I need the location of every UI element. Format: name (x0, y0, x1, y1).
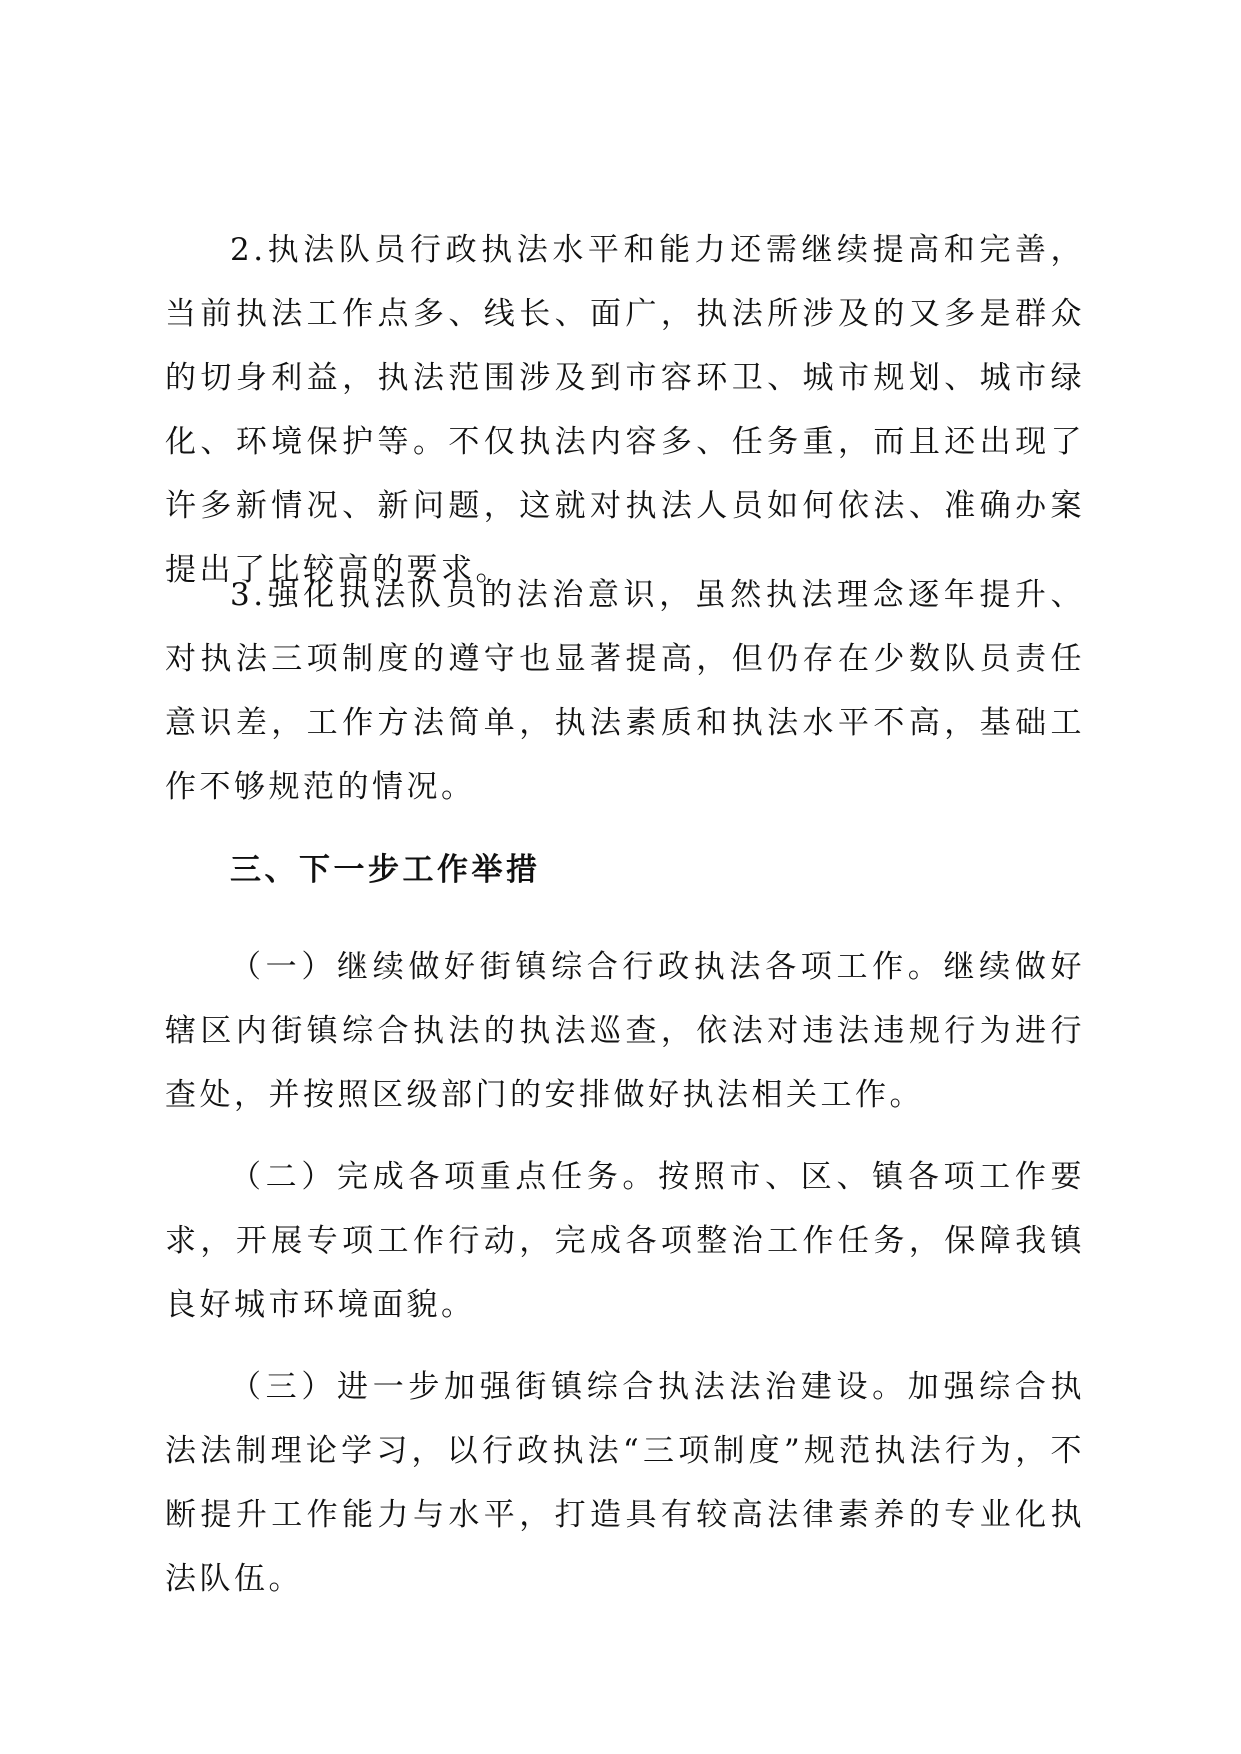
paragraph-key-tasks: （二）完成各项重点任务。按照市、区、镇各项工作要求，开展专项工作行动，完成各项整治工作任务，保障我镇良好城市环境面貌。 (165, 1159, 1085, 1323)
paragraph-legal-construction: （三）进一步加强街镇综合执法法治建设。加强综合执法法制理论学习，以行政执法“三项制度”规范执法行为，不断提升工作能力与水平，打造具有较高法律素养的专业化执法队伍。 (165, 1369, 1085, 1597)
paragraph-rule-of-law-awareness: 3.强化执法队员的法治意识，虽然执法理念逐年提升、对执法三项制度的遵守也显著提高，但仍存在少数队员责任意识差，工作方法简单，执法素质和执法水平不高，基础工作不够规范的情况。 (165, 577, 1085, 805)
paragraph-continue-enforcement-work: （一）继续做好街镇综合行政执法各项工作。继续做好辖区内街镇综合执法的执法巡查，依法对违法违规行为进行查处，并按照区级部门的安排做好执法相关工作。 (165, 949, 1085, 1113)
paragraph-enforcement-capability: 2.执法队员行政执法水平和能力还需继续提高和完善，当前执法工作点多、线长、面广，执法所涉及的又多是群众的切身利益，执法范围涉及到市容环卫、城市规划、城市绿化、环境保护等。不仅执法内容多、任务重，而且还出现了许多新情况、新问题，这就对执法人员如何依法、准确办案提出了比较高的要求。 (165, 232, 1085, 588)
section-heading-next-steps: 三、下一步工作举措 (230, 852, 541, 888)
